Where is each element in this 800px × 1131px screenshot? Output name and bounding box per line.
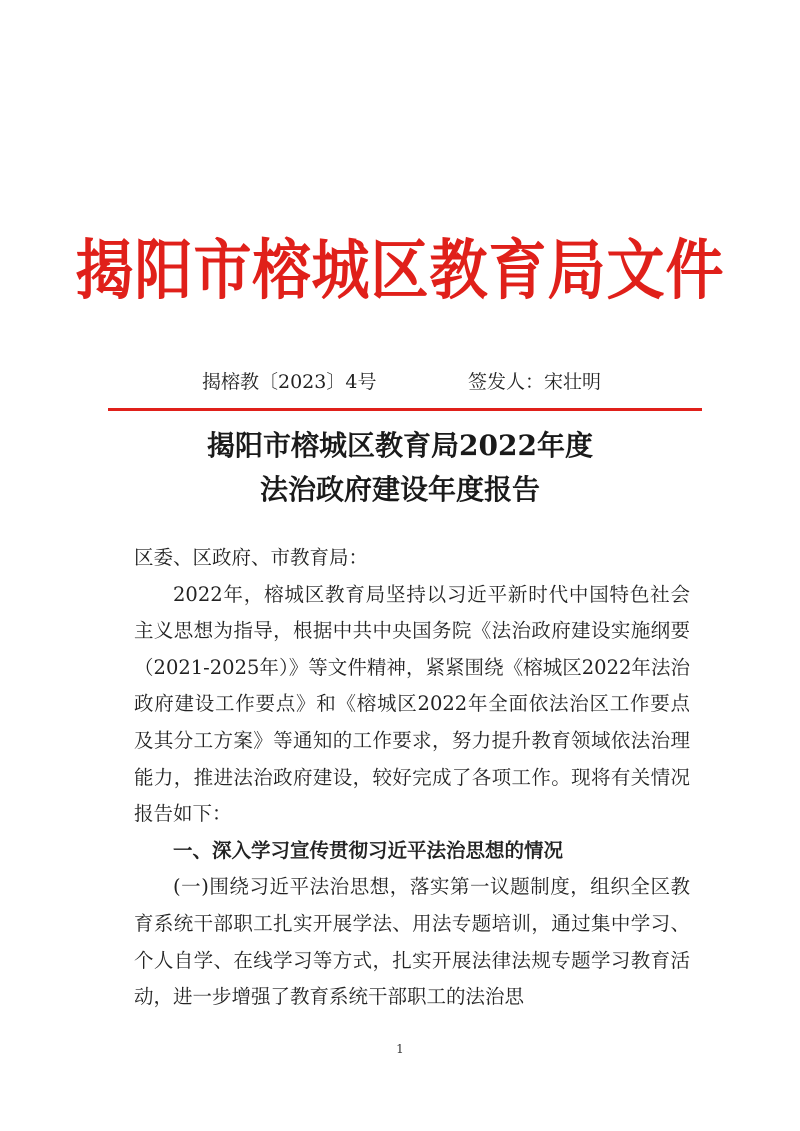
- intro-paragraph: 2022年，榕城区教育局坚持以习近平新时代中国特色社会主义思想为指导，根据中共中央国务院《法治政府建设实施纲要（2021-2025年）》等文件精神，紧紧围绕《榕城区2022年法治政府建设工作要点》和《榕城区2022年全面依法治区工作要点及其分工方案》等通知的工作要求，努力提升教育领域依法治理能力，推进法治政府建设，较好完成了各项工作。现将有关情况报告如下：: [134, 582, 690, 826]
- document-title: [0, 424, 800, 512]
- title-line-2: 法治政府建设年度报告: [259, 473, 540, 506]
- page-number: 1: [396, 1042, 404, 1056]
- issuer: 签发人：宋壮明: [468, 371, 602, 393]
- section-1-paragraph-1: (一)围绕习近平法治思想，落实第一议题制度，组织全区教育系统干部职工扎实开展学法、用法专题培训，通过集中学习、个人自学、在线学习等方式，扎实开展法律法规专题学习教育活动，进一步增强了教育系统干部职工的法治思: [134, 875, 690, 1009]
- document-number: 揭榕教〔2023〕4号: [202, 371, 377, 393]
- masthead-title: 揭阳市榕城区教育局文件: [75, 231, 725, 309]
- section-heading-1: 一、深入学习宣传贯彻习近平法治思想的情况: [173, 838, 564, 862]
- red-separator-line: [108, 408, 702, 411]
- document-number-row: [0, 366, 800, 398]
- document-body: [134, 540, 690, 1016]
- title-line-1: 揭阳市榕城区教育局2022年度: [207, 429, 593, 462]
- addressee: 区委、区政府、市教育局：: [134, 546, 369, 569]
